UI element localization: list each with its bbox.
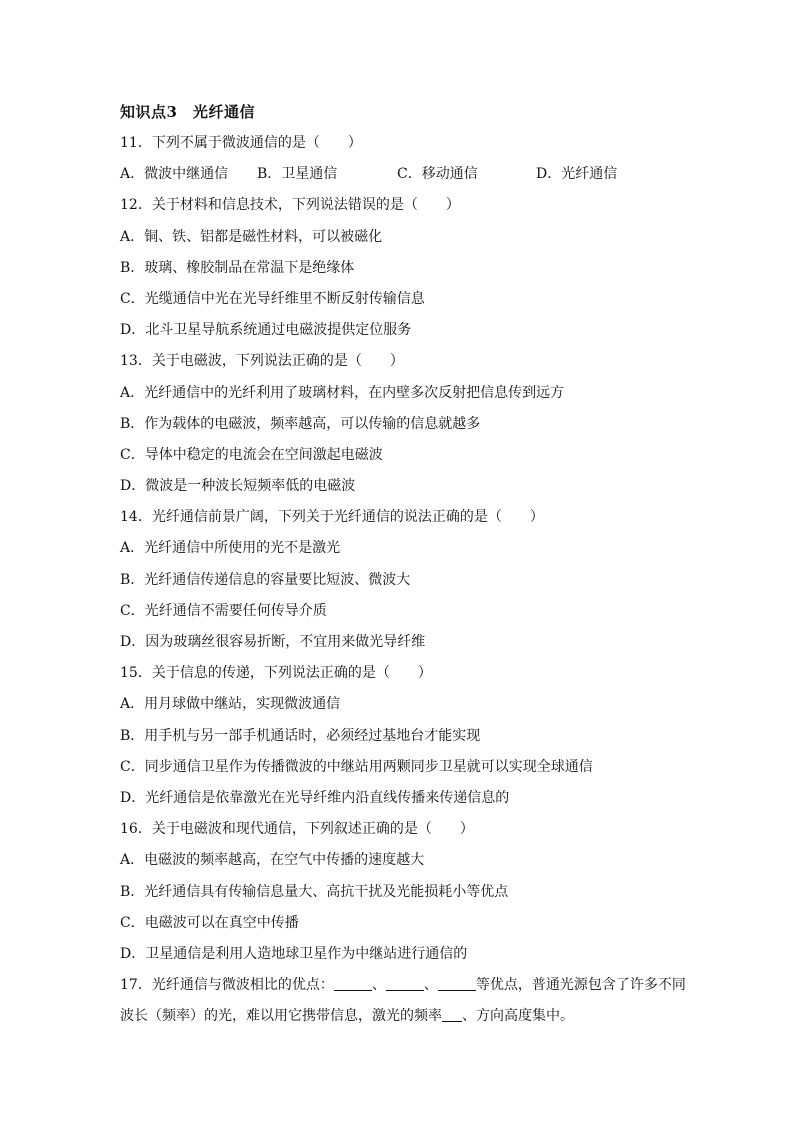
answer-blank-4 [442,1007,462,1022]
question-13-option-d: D．微波是一种波长短频率低的电磁波 [120,478,356,495]
question-16-option-b: B．光纤通信具有传输信息量大、高抗干扰及光能损耗小等优点 [120,883,509,900]
question-12-option-b: B．玻璃、橡胶制品在常温下是绝缘体 [120,259,355,276]
question-14-option-b: B．光纤通信传递信息的容量要比短波、微波大 [120,571,411,588]
question-17-part-2: 等优点，普通光源包含了许多不同 [475,977,686,994]
question-16-option-c: C．电磁波可以在真空中传播 [120,914,299,931]
question-11-option-c: C．移动通信 [397,166,478,183]
question-17-line-2 [120,1001,680,1032]
question-11-stem: 11．下列不属于微波通信的是（ ） [120,135,362,151]
question-12-stem: 12．关于材料和信息技术，下列说法错误的是（ ） [120,197,460,214]
answer-blank-1 [334,976,372,991]
question-17-part-4: 、方向高度集中。 [462,1008,574,1025]
question-15-option-c: C．同步通信卫星作为传播微波的中继站用两颗同步卫星就可以实现全球通信 [120,758,593,775]
question-17-part-3: 波长（频率）的光，难以用它携带信息，激光的频率 [120,1008,442,1025]
question-11-option-a: A．微波中继通信 [120,166,229,183]
question-16-stem: 16．关于电磁波和现代通信，下列叙述正确的是（ ） [120,821,474,838]
question-13-option-a: A．光纤通信中的光纤利用了玻璃材料，在内壁多次反射把信息传到远方 [120,384,565,401]
question-12-option-a: A．铜、铁、铝都是磁性材料，可以被磁化 [120,228,383,245]
question-17-line-1 [120,970,686,1001]
question-16-option-d: D．卫星通信是利用人造地球卫星作为中继站进行通信的 [120,945,468,962]
question-16-option-a: A．电磁波的频率越高，在空气中传播的速度越大 [120,852,425,869]
question-13-option-c: C．导体中稳定的电流会在空间激起电磁波 [120,446,383,463]
question-11-options [120,159,680,190]
answer-blank-3 [438,976,476,991]
answer-blank-2 [386,976,424,991]
question-12-option-c: C．光缆通信中光在光导纤维里不断反射传输信息 [120,290,425,307]
question-13-stem: 13．关于电磁波，下列说法正确的是（ ） [120,353,404,370]
question-15-option-b: B．用手机与另一部手机通话时，必须经过基地台才能实现 [120,727,481,744]
section-title: 知识点3 光纤通信 [120,103,255,121]
question-11-option-d: D．光纤通信 [536,166,618,183]
question-list [120,128,686,1032]
question-15-option-d: D．光纤通信是依靠激光在光导纤维内沿直线传播来传递信息的 [120,789,510,806]
question-14-stem: 14．光纤通信前景广阔，下列关于光纤通信的说法正确的是（ ） [120,509,544,526]
blank-separator: 、 [423,977,438,994]
question-12-option-d: D．北斗卫星导航系统通过电磁波提供定位服务 [120,322,412,339]
question-14-option-d: D．因为玻璃丝很容易折断，不宜用来做光导纤维 [120,634,426,650]
question-13-option-b: B．作为载体的电磁波，频率越高，可以传输的信息就越多 [120,415,481,432]
question-15-stem: 15．关于信息的传递，下列说法正确的是（ ） [120,665,432,682]
question-14-option-a: A．光纤通信中所使用的光不是激光 [120,540,341,557]
question-17-part-1: 17．光纤通信与微波相比的优点： [120,977,334,994]
question-14-option-c: C．光纤通信不需要任何传导介质 [120,602,327,619]
blank-separator: 、 [371,977,386,994]
question-15-option-a: A．用月球做中继站，实现微波通信 [120,696,341,713]
question-11-option-b: B．卫星通信 [257,166,338,183]
